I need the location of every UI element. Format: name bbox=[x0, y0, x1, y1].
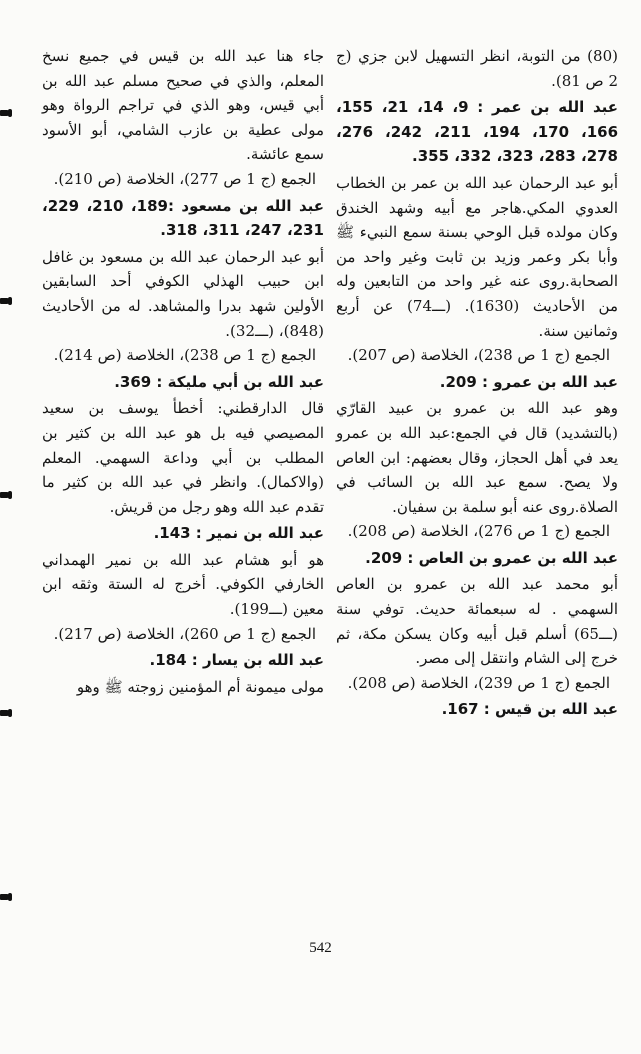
right-entry-8 bbox=[336, 697, 618, 722]
entry-text: مولى ميمونة أم المؤمنين زوجته ﷺ وهو bbox=[76, 677, 324, 696]
right-entry-4 bbox=[336, 370, 618, 395]
left-entry-9 bbox=[42, 675, 324, 700]
left-entry-7 bbox=[42, 548, 324, 646]
entry-reference: الجمع (ج 1 ص 260)، الخلاصة (ص 217). bbox=[53, 624, 316, 643]
entry-reference: الجمع (ج 1 ص 239)، الخلاصة (ص 208). bbox=[347, 673, 610, 692]
entry-text: أبو محمد عبد الله بن عمرو بن العاص السهمي . له سبعمائة حديث. توفي سنة (ـــ65) أسلم قبل أبيه وكان يسكن مكة، ثم خرج إلى الشام وانتقل إلى مصر. bbox=[336, 575, 618, 668]
entry-reference: الجمع (ج 1 ص 277)، الخلاصة (ص 210). bbox=[53, 169, 316, 188]
entry-heading: عبد الله بن عمر : 9، 14، 21، 155، 166، 170، 194، 211، 242، 276، 278، 283، 323، 332، 355. bbox=[336, 98, 619, 166]
entry-reference: الجمع (ج 1 ص 238)، الخلاصة (ص 214). bbox=[53, 346, 316, 365]
left-entry-6 bbox=[42, 521, 324, 546]
binding-mark bbox=[0, 894, 10, 900]
entry-text: قال الدارقطني: أخطأ يوسف بن سعيد المصيصي فيه بل هو عبد الله بن كثير بن المطلب بن أبي وداعة السهمي. المعلم (والاكمال). وانظر في عبد الله بن كثير ما تقدم عبد الله وهو رجل من قريش. bbox=[42, 399, 324, 516]
binding-mark bbox=[0, 492, 10, 498]
binding-mark bbox=[0, 710, 10, 716]
entry-text: (80) من التوبة، انظر التسهيل لابن جزي (ج 2 ص 81). bbox=[336, 47, 618, 90]
entry-text: أبو عبد الرحمان عبد الله بن عمر بن الخطاب العدوي المكي.هاجر مع أبيه وشهد الخندق وكان مولده قبل الوحي بسنة سمع النبيء ﷺ وأبا بكر وعمر وزيد بن ثابت وغير واحد من الصحابة.روى عنه غير واحد من التابعين وله من الأحاديث (1630). (ـــ74) عن أربع وثمانين سنة. bbox=[336, 173, 618, 340]
page-number: 542 bbox=[309, 940, 332, 956]
entry-heading: عبد الله بن يسار : 184. bbox=[149, 651, 324, 670]
entry-text: جاء هنا عبد الله بن قيس في جميع نسخ المعلم، والذي في صحيح مسلم عبد الله بن أبي قيس، وهو الذي في تراجم الرواة وهو مولى عطية بن عازب الشامي، أبو الأسود سمع عائشة. bbox=[42, 47, 324, 164]
left-entry-4 bbox=[42, 370, 324, 395]
right-entry-3 bbox=[336, 171, 618, 368]
entry-heading: عبد الله بن نمير : 143. bbox=[153, 524, 324, 543]
left-entry-1 bbox=[42, 44, 324, 192]
entry-heading: عبد الله بن قيس : 167. bbox=[441, 700, 618, 719]
entry-reference: الجمع (ج 1 ص 238)، الخلاصة (ص 207). bbox=[347, 346, 610, 365]
right-entry-2 bbox=[336, 95, 618, 169]
left-entry-8 bbox=[42, 648, 324, 673]
entry-heading: عبد الله بن عمرو : 209. bbox=[439, 372, 618, 391]
entry-text: هو أبو هشام عبد الله بن نمير الهمداني الخارفي الكوفي. أخرج له الستة وثقه ابن معين (ـــ199). bbox=[42, 550, 324, 619]
right-entry-7 bbox=[336, 572, 618, 695]
left-entry-3 bbox=[42, 245, 324, 368]
entry-heading: عبد الله بن عمرو بن العاص : 209. bbox=[365, 548, 618, 567]
binding-mark bbox=[0, 298, 10, 304]
right-entry-6 bbox=[336, 546, 618, 571]
right-entry-5 bbox=[336, 396, 618, 544]
binding-mark bbox=[0, 110, 10, 116]
left-entry-5 bbox=[42, 396, 324, 519]
entry-heading: عبد الله بن أبي مليكة : 369. bbox=[114, 372, 324, 391]
entry-text: أبو عبد الرحمان عبد الله بن مسعود بن غافل ابن حبيب الهذلي الكوفي أحد السابقين الأولين شهد بدرا والمشاهد. له من الأحاديث (848)، (ـــ32). bbox=[42, 247, 324, 340]
right-entry-1 bbox=[336, 44, 618, 93]
left-entry-2 bbox=[42, 194, 324, 243]
entry-text: وهو عبد الله بن عمرو بن عبيد القارّي (بالتشديد) قال في الجمع:عبد الله بن عمرو يعد في أهل الحجاز، وقال بعضهم: ابن العاص ولا يصح. سمع عبد الله بن السائب في الصلاة.روى عنه أبو سلمة بن سفيان. bbox=[336, 399, 618, 516]
entry-reference: الجمع (ج 1 ص 276)، الخلاصة (ص 208). bbox=[347, 522, 610, 541]
right-column bbox=[336, 44, 618, 722]
left-column bbox=[42, 44, 324, 699]
entry-heading: عبد الله بن مسعود :189، 210، 229، 231، 247، 311، 318. bbox=[42, 196, 325, 240]
